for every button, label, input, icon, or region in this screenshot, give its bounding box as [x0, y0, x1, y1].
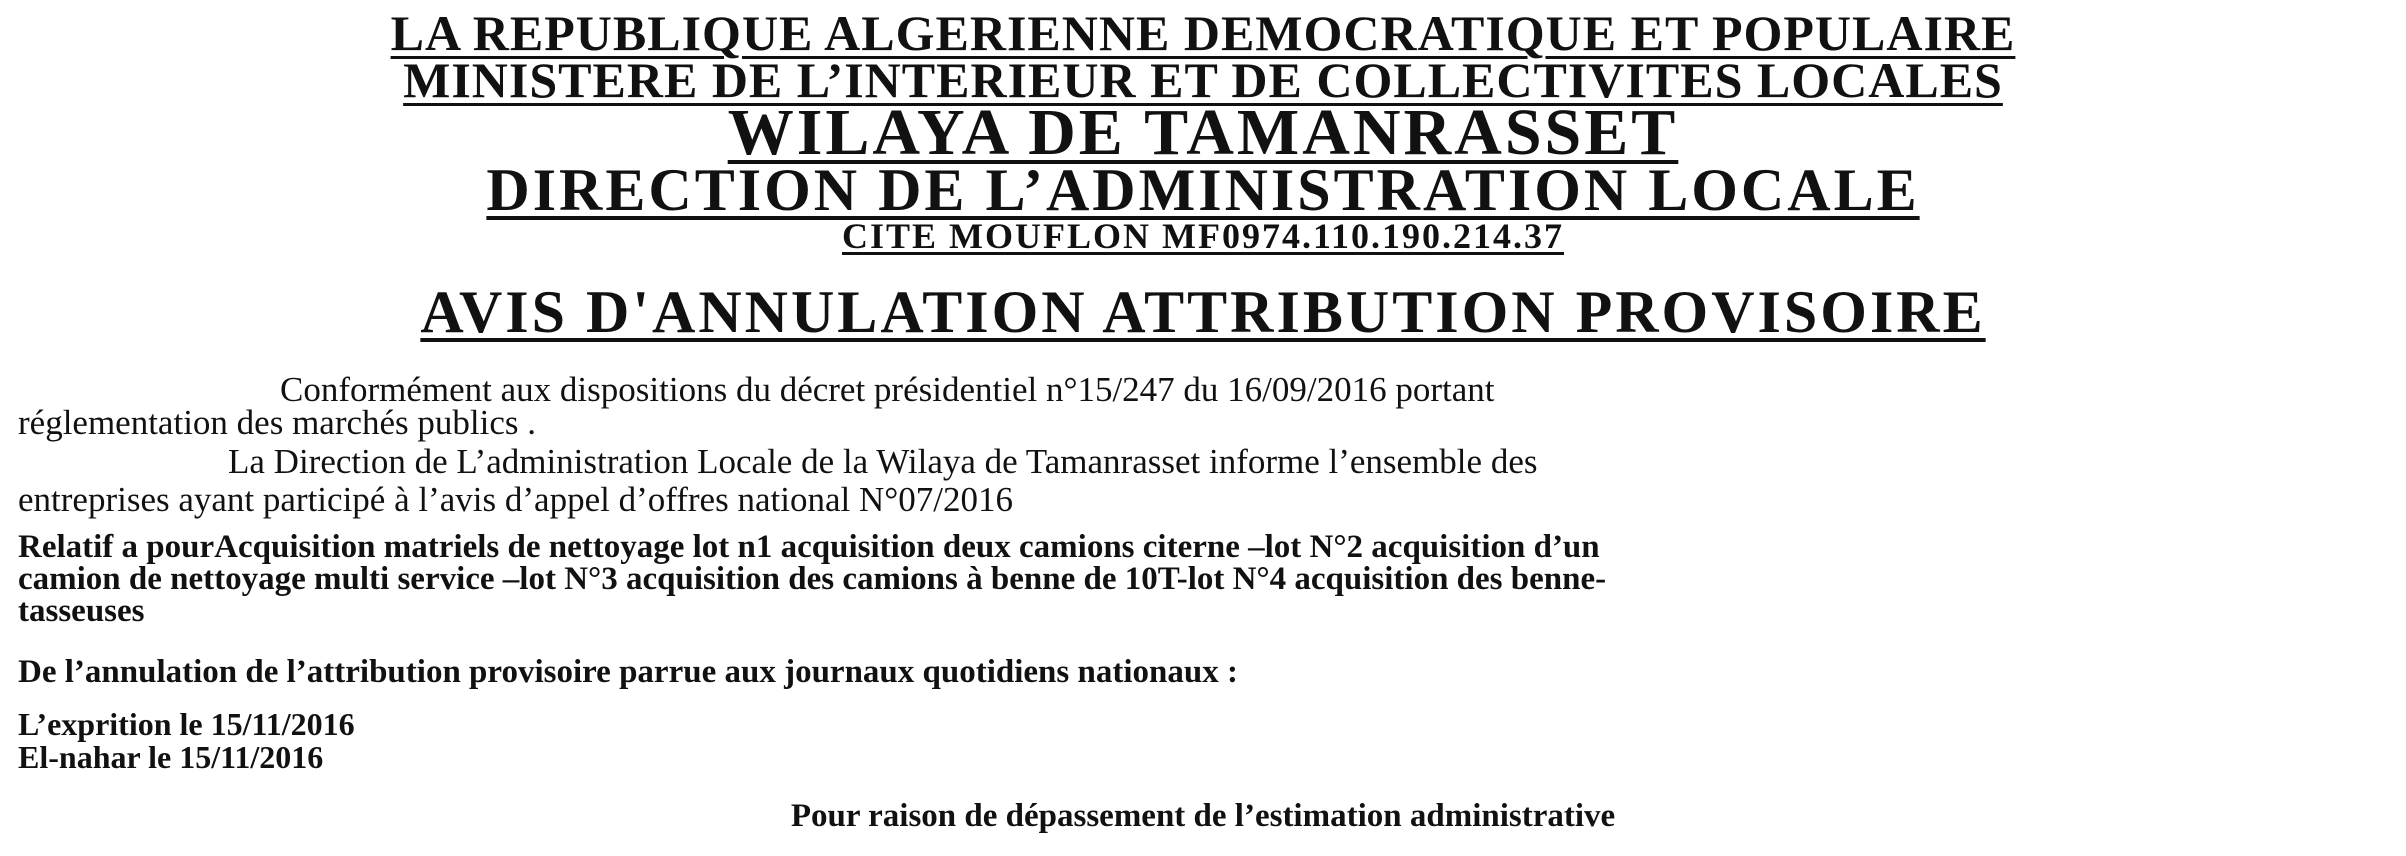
- journal-item-2: El-nahar le 15/11/2016: [18, 739, 324, 775]
- journal-item-1: L’exprition le 15/11/2016: [18, 706, 355, 742]
- subject-lead: Relatif a pour: [18, 529, 215, 565]
- paragraph-direction-line2: entreprises ayant participé à l’avis d’appel d’offres national N°07/2016: [18, 480, 1013, 519]
- subject-line1-rest: Acquisition matriels de nettoyage lot n1 acquisition deux camions citerne –lot N°2 acquisition d’un: [214, 529, 1600, 565]
- header-republic-text: LA REPUBLIQUE ALGERIENNE DEMOCRATIQUE ET POPULAIRE: [390, 5, 2016, 61]
- notice-title-text: AVIS D'ANNULATION ATTRIBUTION PROVISOIRE: [420, 279, 1986, 345]
- paragraph-subject: [18, 531, 2378, 627]
- header-republic: [0, 5, 2406, 61]
- notice-title: [0, 279, 2406, 345]
- paragraph-decree-line1: Conformément aux dispositions du décret présidentiel n°15/247 du 16/09/2016 portant: [280, 370, 1495, 409]
- paragraph-subject-line1: [18, 531, 2378, 563]
- header-direction: [0, 157, 2406, 223]
- header-address-text: CITE MOUFLON MF0974.110.190.214.37: [842, 216, 1564, 256]
- header-wilaya-text: WILAYA DE TAMANRASSET: [727, 96, 1679, 169]
- paragraph-direction-line1: La Direction de L’administration Locale de la Wilaya de Tamanrasset informe l’ensemble des: [228, 442, 1538, 481]
- header-address: [0, 218, 2406, 254]
- paragraph-subject-line3: tasseuses: [18, 593, 145, 629]
- header-ministry-text: MINISTERE DE L’INTERIEUR ET DE COLLECTIVITES LOCALES: [403, 52, 2003, 108]
- paragraph-decree-line2: réglementation des marchés publics .: [18, 403, 537, 442]
- header-direction-text: DIRECTION DE L’ADMINISTRATION LOCALE: [486, 157, 1920, 223]
- paragraph-subject-line2: camion de nettoyage multi service –lot N°3 acquisition des camions à benne de 10T-lot N°4 acquisition des benne-: [18, 561, 1607, 597]
- paragraph-reason: Pour raison de dépassement de l’estimation administrative: [790, 798, 1616, 834]
- paragraph-annulation: De l’annulation de l’attribution provisoire parrue aux journaux quotidiens nationaux :: [18, 654, 1238, 690]
